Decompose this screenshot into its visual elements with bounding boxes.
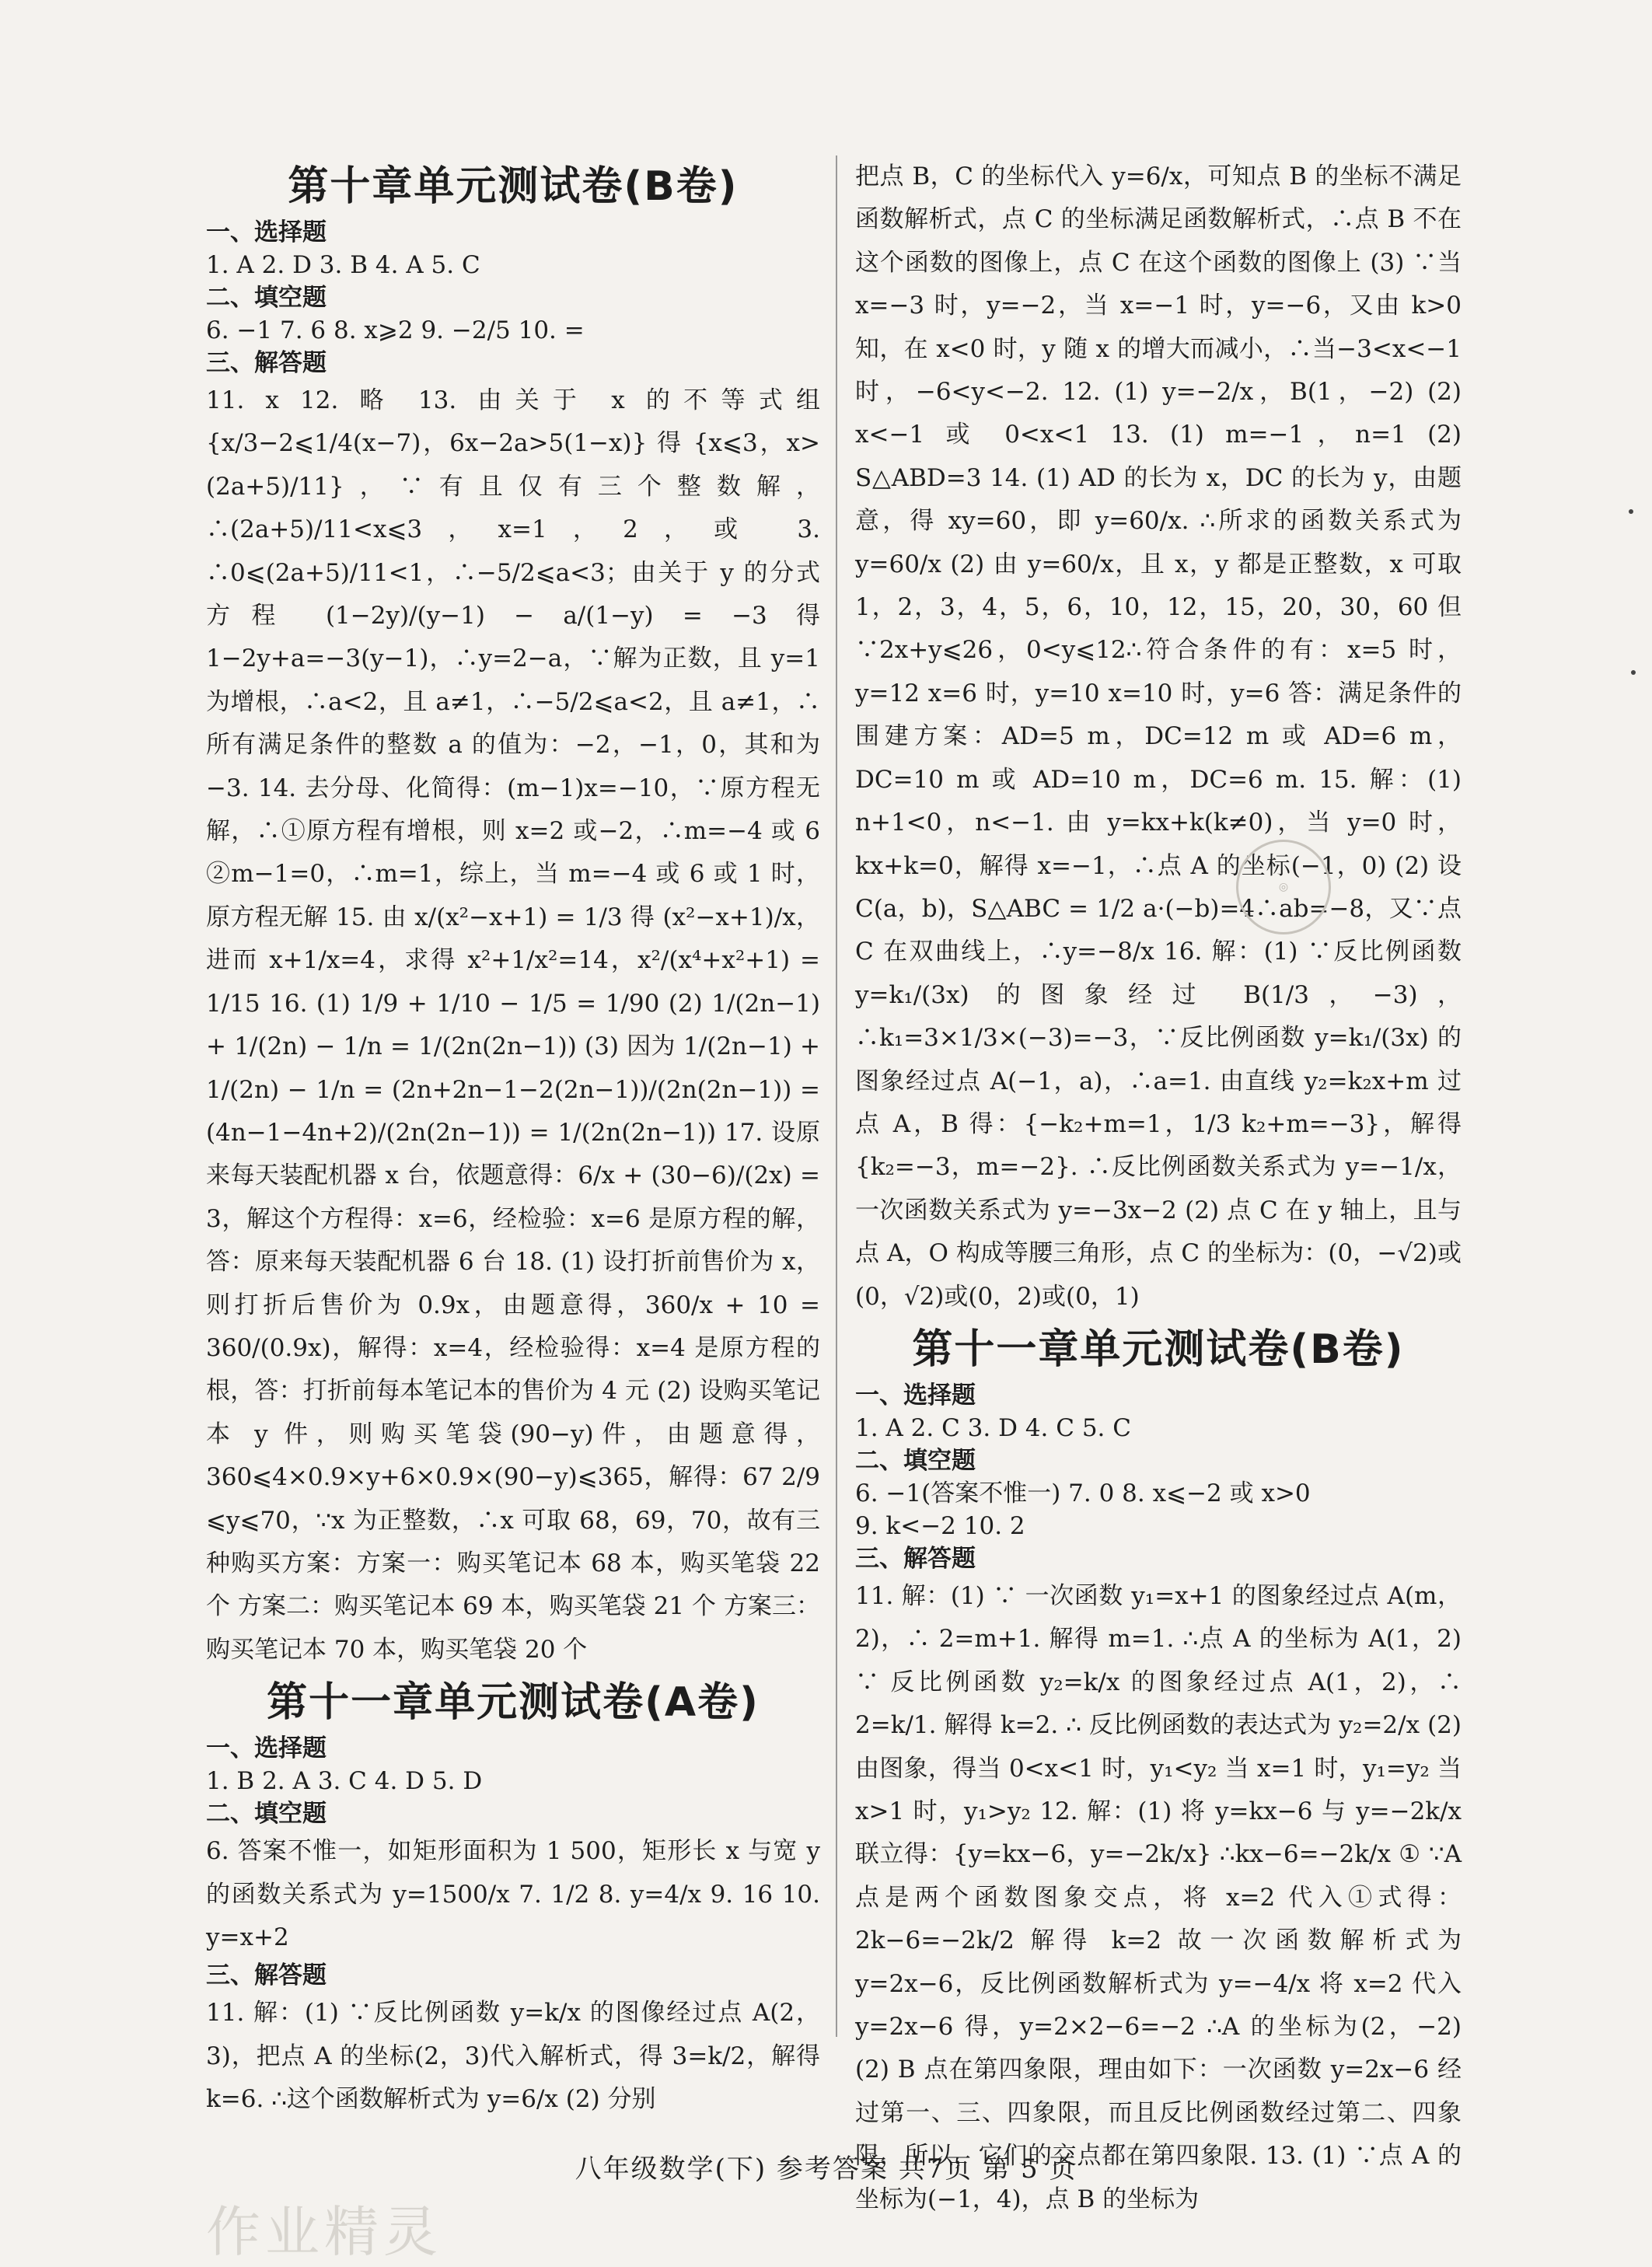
solution-text: 11. 解：(1) ∵反比例函数 y=k/x 的图像经过点 A(2，3)，把点 A 的坐标(2，3)代入解析式，得 3=k/2，解得 k=6. ∴这个函数解析式为 y=6/x (2) 分别: [206, 1999, 820, 2114]
page-footer: 八年级数学(下) 参考答案 共7页 第 5 页: [575, 2153, 1077, 2185]
fill-answers: 6. 答案不惟一，如矩形面积为 1 500，矩形长 x 与宽 y 的函数关系式为 y=1500/x 7. 1/2 8. y=4/x 9. 16 10. y=x+2: [206, 1837, 820, 1951]
section-heading-fill: 二、填空题: [855, 1446, 976, 1475]
choice-answers: 1. B 2. A 3. C 4. D 5. D: [206, 1767, 483, 1796]
right-column: [855, 155, 1462, 2221]
column-divider: [836, 155, 837, 2037]
section-heading-fill: 二、填空题: [206, 1800, 327, 1829]
section-heading-choice: 一、选择题: [855, 1381, 976, 1409]
section-heading-solutions: 三、解答题: [206, 1961, 327, 1990]
section-heading-solutions: 三、解答题: [855, 1544, 976, 1573]
fill-answers: 9. k<−2 10. 2: [855, 1511, 1025, 1540]
margin-dot-icon: [1629, 509, 1633, 514]
margin-dot-icon: [1631, 670, 1636, 675]
section-heading-choice: 一、选择题: [206, 1734, 327, 1763]
chapter10-test-b-title: 第十章单元测试卷(B卷): [288, 163, 739, 210]
left-column: [206, 155, 820, 2122]
solution-text: 11. 解：(1) ∵ 一次函数 y₁=x+1 的图象经过点 A(m，2)，∴ 2=m+1. 解得 m=1. ∴点 A 的坐标为 A(1，2) ∵ 反比例函数 y₂=k/x 的图象经过点 A(1，2)，∴ 2=k/1. 解得 k=2. ∴ 反比例函数的表达式为 y₂=2/x (2) 由图象，得当 0<x<1 时，y₁<y₂ 当 x=1 时，y₁=y₂ 当 x>1 时，y₁>y₂ 12. 解：(1) 将 y=kx−6 与 y=−2k/x 联立得：{y=kx−6，y=−2k/x} ∴kx−6=−2k/x ① ∵A 点是两个函数图象交点，将 x=2 代入①式得：2k−6=−2k/2 解得 k=2 故一次函数解析式为 y=2x−6，反比例函数解析式为 y=−4/x 将 x=2 代入 y=2x−6 得，y=2×2−6=−2 ∴A 的坐标为(2，−2) (2) B 点在第四象限，理由如下：一次函数 y=2x−6 经过第一、三、四象限，而且反比例函数经过第二、四象限，所以，它们的交点都在第四象限. 13. (1) ∵点 A 的坐标为(−1，4)，点 B 的坐标为: [855, 1581, 1462, 2213]
library-stamp-icon: ◎: [1236, 840, 1331, 934]
solution-text: 11. x 12. 略 13. 由关于 x 的不等式组 {x/3−2⩽1/4(x−7)，6x−2a>5(1−x)} 得 {x⩽3，x>(2a+5)/11}，∵有且仅有三个整数解，∴(2a+5)/11<x⩽3，x=1，2，或 3. ∴0⩽(2a+5)/11<1，∴−5/2⩽a<3；由关于 y 的分式方程 (1−2y)/(y−1) − a/(1−y) = −3 得 1−2y+a=−3(y−1)，∴y=2−a，∵解为正数，且 y=1 为增根，∴a<2，且 a≠1，∴−5/2⩽a<2，且 a≠1，∴所有满足条件的整数 a 的值为：−2，−1，0，其和为−3. 14. 去分母、化简得：(m−1)x=−10，∵原方程无解，∴①原方程有增根，则 x=2 或−2，∴m=−4 或 6 ②m−1=0，∴m=1，综上，当 m=−4 或 6 或 1 时，原方程无解 15. 由 x/(x²−x+1) = 1/3 得 (x²−x+1)/x，进而 x+1/x=4，求得 x²+1/x²=14，x²/(x⁴+x²+1) = 1/15 16. (1) 1/9 + 1/10 − 1/5 = 1/90 (2) 1/(2n−1) + 1/(2n) − 1/n = 1/(2n(2n−1)) (3) 因为 1/(2n−1) + 1/(2n) − 1/n = (2n+2n−1−2(2n−1))/(2n(2n−1)) = (4n−1−4n+2)/(2n(2n−1)) = 1/(2n(2n−1)) 17. 设原来每天装配机器 x 台，依题意得：6/x + (30−6)/(2x) = 3，解这个方程得：x=6，经检验：x=6 是原方程的解，答：原来每天装配机器 6 台 18. (1) 设打折前售价为 x，则打折后售价为 0.9x，由题意得，360/x + 10 = 360/(0.9x)，解得：x=4，经检验得：x=4 是原方程的根，答：打折前每本笔记本的售价为 4 元 (2) 设购买笔记本 y 件，则购买笔袋(90−y)件，由题意得，360⩽4×0.9×y+6×0.9×(90−y)⩽365，解得：67 2/9 ⩽y⩽70，∵x 为正整数，∴x 可取 68，69，70，故有三种购买方案：方案一：购买笔记本 68 本，购买笔袋 22 个 方案二：购买笔记本 69 本，购买笔袋 21 个 方案三：购买笔记本 70 本，购买笔袋 20 个: [206, 386, 821, 1664]
chapter11-test-a-title: 第十一章单元测试卷(A卷): [267, 1679, 760, 1727]
section-heading-solutions: 三、解答题: [206, 349, 327, 377]
section-heading-choice: 一、选择题: [206, 218, 327, 246]
choice-answers: 1. A 2. C 3. D 4. C 5. C: [855, 1413, 1131, 1442]
fill-answers: 6. −1 7. 6 8. x⩾2 9. −2/5 10. =: [206, 316, 585, 344]
fill-answers: 6. −1(答案不惟一) 7. 0 8. x⩽−2 或 x>0: [855, 1479, 1311, 1507]
chapter11-test-b-title: 第十一章单元测试卷(B卷): [912, 1326, 1405, 1373]
choice-answers: 1. A 2. D 3. B 4. A 5. C: [206, 251, 480, 279]
solution-text: 把点 B，C 的坐标代入 y=6/x，可知点 B 的坐标不满足函数解析式，点 C 的坐标满足函数解析式，∴点 B 不在这个函数的图像上，点 C 在这个函数的图像上 (3) ∵当 x=−3 时，y=−2，当 x=−1 时，y=−6，又由 k>0 知，在 x<0 时，y 随 x 的增大而减小，∴当−3<x<−1 时，−6<y<−2. 12. (1) y=−2/x，B(1，−2) (2) x<−1 或 0<x<1 13. (1) m=−1，n=1 (2) S△ABD=3 14. (1) AD 的长为 x，DC 的长为 y，由题意，得 xy=60，即 y=60/x. ∴所求的函数关系式为 y=60/x (2) 由 y=60/x，且 x，y 都是正整数，x 可取 1，2，3，4，5，6，10，12，15，20，30，60 但∵2x+y⩽26，0<y⩽12∴符合条件的有：x=5 时，y=12 x=6 时，y=10 x=10 时，y=6 答：满足条件的围建方案：AD=5 m，DC=12 m 或 AD=6 m，DC=10 m 或 AD=10 m，DC=6 m. 15. 解：(1) n+1<0，n<−1. 由 y=kx+k(k≠0)，当 y=0 时，kx+k=0，解得 x=−1，∴点 A 的坐标(−1，0) (2) 设 C(a，b)，S△ABC = 1/2 a·(−b)=4∴ab=−8，又∵点 C 在双曲线上，∴y=−8/x 16. 解：(1) ∵反比例函数 y=k₁/(3x) 的图象经过 B(1/3，−3)，∴k₁=3×1/3×(−3)=−3，∵反比例函数 y=k₁/(3x) 的图象经过点 A(−1，a)，∴a=1. 由直线 y₂=k₂x+m 过点 A，B 得：{−k₂+m=1，1/3 k₂+m=−3}，解得 {k₂=−3，m=−2}. ∴反比例函数关系式为 y=−1/x，一次函数关系式为 y=−3x−2 (2) 点 C 在 y 轴上，且与点 A，O 构成等腰三角形，点 C 的坐标为：(0，−√2)或(0，√2)或(0，2)或(0，1): [855, 162, 1462, 1311]
section-heading-fill: 二、填空题: [206, 284, 327, 312]
watermark: 作业精灵: [206, 2200, 442, 2264]
